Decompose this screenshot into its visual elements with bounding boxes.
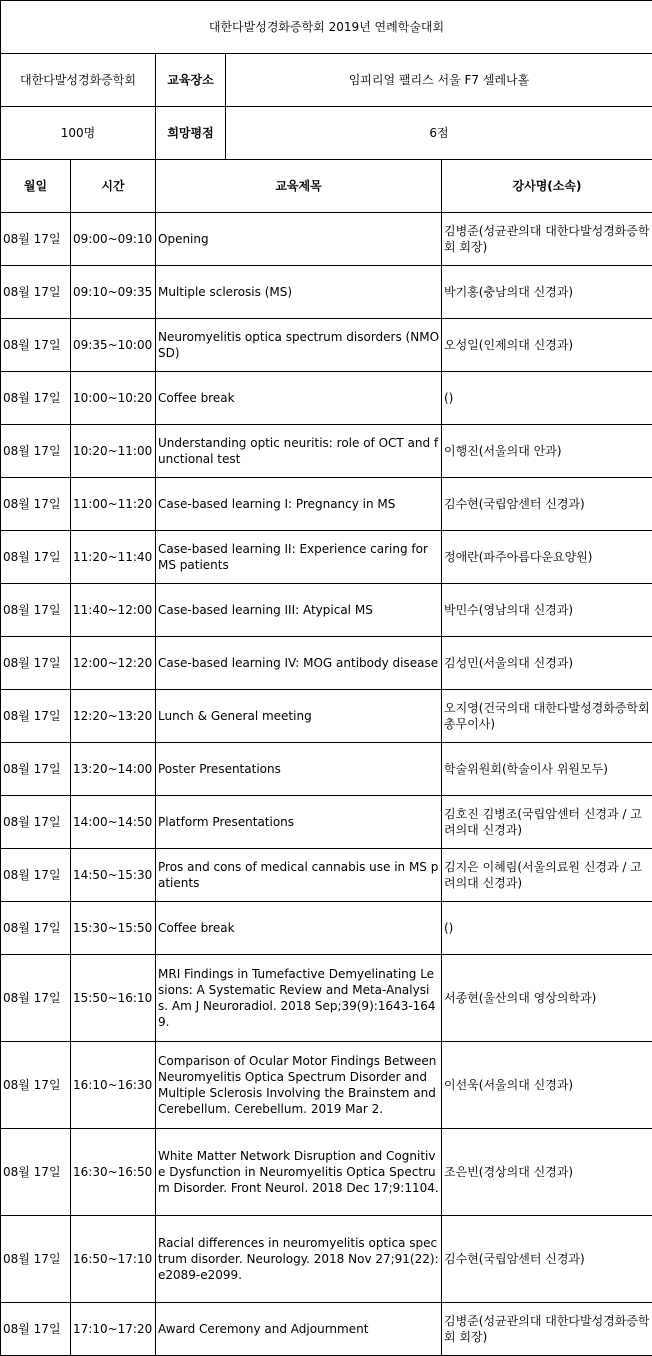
row-date: 08월 17일 [1, 425, 71, 478]
row-speaker: 박민수(영남의대 신경과) [442, 584, 652, 637]
table-row [1, 1042, 652, 1129]
row-time: 16:30~16:50 [71, 1129, 156, 1216]
row-subject: Case-based learning IV: MOG antibody disease [156, 637, 442, 690]
row-date: 08월 17일 [1, 796, 71, 849]
row-subject: Lunch & General meeting [156, 690, 442, 743]
row-subject: Pros and cons of medical cannabis use in MS patients [156, 849, 442, 902]
table-row [1, 849, 652, 902]
table-row [1, 796, 652, 849]
row-date: 08월 17일 [1, 584, 71, 637]
row-subject: Coffee break [156, 372, 442, 425]
row-speaker: 김병준(성균관의대 대한다발성경화증학회 회장) [442, 1303, 652, 1356]
row-subject: Case-based learning III: Atypical MS [156, 584, 442, 637]
row-subject: Multiple sclerosis (MS) [156, 266, 442, 319]
row-date: 08월 17일 [1, 690, 71, 743]
table-row [1, 478, 652, 531]
row-date: 08월 17일 [1, 849, 71, 902]
capacity-value: 100명 [1, 107, 156, 160]
row-speaker: 오성일(인제의대 신경과) [442, 319, 652, 372]
table-row [1, 1129, 652, 1216]
row-date: 08월 17일 [1, 372, 71, 425]
row-time: 16:10~16:30 [71, 1042, 156, 1129]
row-speaker: 정애란(파주아름다운요양원) [442, 531, 652, 584]
row-time: 09:10~09:35 [71, 266, 156, 319]
row-date: 08월 17일 [1, 637, 71, 690]
table-row [1, 690, 652, 743]
table-row [1, 584, 652, 637]
row-time: 16:50~17:10 [71, 1216, 156, 1303]
row-speaker: 김호진 김병조(국립암센터 신경과 / 고려의대 신경과) [442, 796, 652, 849]
row-date: 08월 17일 [1, 266, 71, 319]
row-date: 08월 17일 [1, 319, 71, 372]
row-speaker: 김지은 이혜림(서울의료원 신경과 / 고려의대 신경과) [442, 849, 652, 902]
row-speaker: () [442, 902, 652, 955]
table-row [1, 637, 652, 690]
table-row [1, 1303, 652, 1356]
row-date: 08월 17일 [1, 743, 71, 796]
table-row [1, 743, 652, 796]
row-date: 08월 17일 [1, 213, 71, 266]
row-subject: Comparison of Ocular Motor Findings Between Neuromyelitis Optica Spectrum Disorder and Multiple Sclerosis Involving the Brainstem and Cerebellum. Cerebellum. 2019 Mar 2. [156, 1042, 442, 1129]
row-speaker: 이선욱(서울의대 신경과) [442, 1042, 652, 1129]
row-time: 10:00~10:20 [71, 372, 156, 425]
row-time: 09:35~10:00 [71, 319, 156, 372]
venue-value: 임피리얼 팰리스 서울 F7 셀레나홀 [226, 54, 652, 107]
row-subject: Case-based learning II: Experience caring for MS patients [156, 531, 442, 584]
row-date: 08월 17일 [1, 1042, 71, 1129]
table-row [1, 531, 652, 584]
row-subject: Coffee break [156, 902, 442, 955]
row-subject: Understanding optic neuritis: role of OCT and functional test [156, 425, 442, 478]
row-speaker: 오지영(건국의대 대한다발성경화증학회 총무이사) [442, 690, 652, 743]
row-speaker: 김병준(성균관의대 대한다발성경화증학회 회장) [442, 213, 652, 266]
row-speaker: () [442, 372, 652, 425]
time-header: 시간 [71, 160, 156, 213]
date-header: 월일 [1, 160, 71, 213]
row-speaker: 이행진(서울의대 안과) [442, 425, 652, 478]
row-date: 08월 17일 [1, 1303, 71, 1356]
table-row [1, 902, 652, 955]
table-row [1, 1216, 652, 1303]
row-speaker: 학술위원회(학술이사 위원모두) [442, 743, 652, 796]
row-date: 08월 17일 [1, 478, 71, 531]
row-subject: Case-based learning I: Pregnancy in MS [156, 478, 442, 531]
row-time: 11:00~11:20 [71, 478, 156, 531]
table-row [1, 319, 652, 372]
row-time: 15:30~15:50 [71, 902, 156, 955]
row-date: 08월 17일 [1, 531, 71, 584]
row-time: 13:20~14:00 [71, 743, 156, 796]
row-subject: Neuromyelitis optica spectrum disorders (NMOSD) [156, 319, 442, 372]
table-row [1, 425, 652, 478]
row-time: 10:20~11:00 [71, 425, 156, 478]
row-speaker: 김수현(국립암센터 신경과) [442, 478, 652, 531]
row-subject: Award Ceremony and Adjournment [156, 1303, 442, 1356]
row-subject: Racial differences in neuromyelitis optica spectrum disorder. Neurology. 2018 Nov 27;91(22):e2089-e2099. [156, 1216, 442, 1303]
row-date: 08월 17일 [1, 955, 71, 1042]
credits-label: 희망평점 [156, 107, 226, 160]
row-time: 09:00~09:10 [71, 213, 156, 266]
row-date: 08월 17일 [1, 902, 71, 955]
table-row [1, 266, 652, 319]
row-subject: Poster Presentations [156, 743, 442, 796]
row-speaker: 조은빈(경상의대 신경과) [442, 1129, 652, 1216]
row-date: 08월 17일 [1, 1129, 71, 1216]
title-row [1, 1, 652, 54]
venue-label: 교육장소 [156, 54, 226, 107]
row-time: 11:20~11:40 [71, 531, 156, 584]
venue-row [1, 54, 652, 107]
column-header-row [1, 160, 652, 213]
row-subject: White Matter Network Disruption and Cognitive Dysfunction in Neuromyelitis Optica Spectrum Disorder. Front Neurol. 2018 Dec 17;9:1104. [156, 1129, 442, 1216]
row-time: 14:50~15:30 [71, 849, 156, 902]
row-subject: MRI Findings in Tumefactive Demyelinating Lesions: A Systematic Review and Meta-Analysis. Am J Neuroradiol. 2018 Sep;39(9):1643-1649. [156, 955, 442, 1042]
row-speaker: 서종현(울산의대 영상의학과) [442, 955, 652, 1042]
schedule-table-body [1, 1, 652, 1356]
row-speaker: 김성민(서울의대 신경과) [442, 637, 652, 690]
table-row [1, 372, 652, 425]
row-speaker: 박기홍(충남의대 신경과) [442, 266, 652, 319]
row-date: 08월 17일 [1, 1216, 71, 1303]
row-time: 15:50~16:10 [71, 955, 156, 1042]
credits-value: 6점 [226, 107, 652, 160]
row-time: 17:10~17:20 [71, 1303, 156, 1356]
table-row [1, 213, 652, 266]
table-row [1, 955, 652, 1042]
row-subject: Platform Presentations [156, 796, 442, 849]
row-time: 14:00~14:50 [71, 796, 156, 849]
row-time: 11:40~12:00 [71, 584, 156, 637]
row-subject: Opening [156, 213, 442, 266]
speaker-header: 강사명(소속) [442, 160, 652, 213]
row-speaker: 김수현(국립암센터 신경과) [442, 1216, 652, 1303]
subject-header: 교육제목 [156, 160, 442, 213]
event-title: 대한다발성경화증학회 2019년 연례학술대회 [1, 1, 652, 54]
row-time: 12:20~13:20 [71, 690, 156, 743]
organizer-name: 대한다발성경화증학회 [1, 54, 156, 107]
row-time: 12:00~12:20 [71, 637, 156, 690]
credits-row [1, 107, 652, 160]
